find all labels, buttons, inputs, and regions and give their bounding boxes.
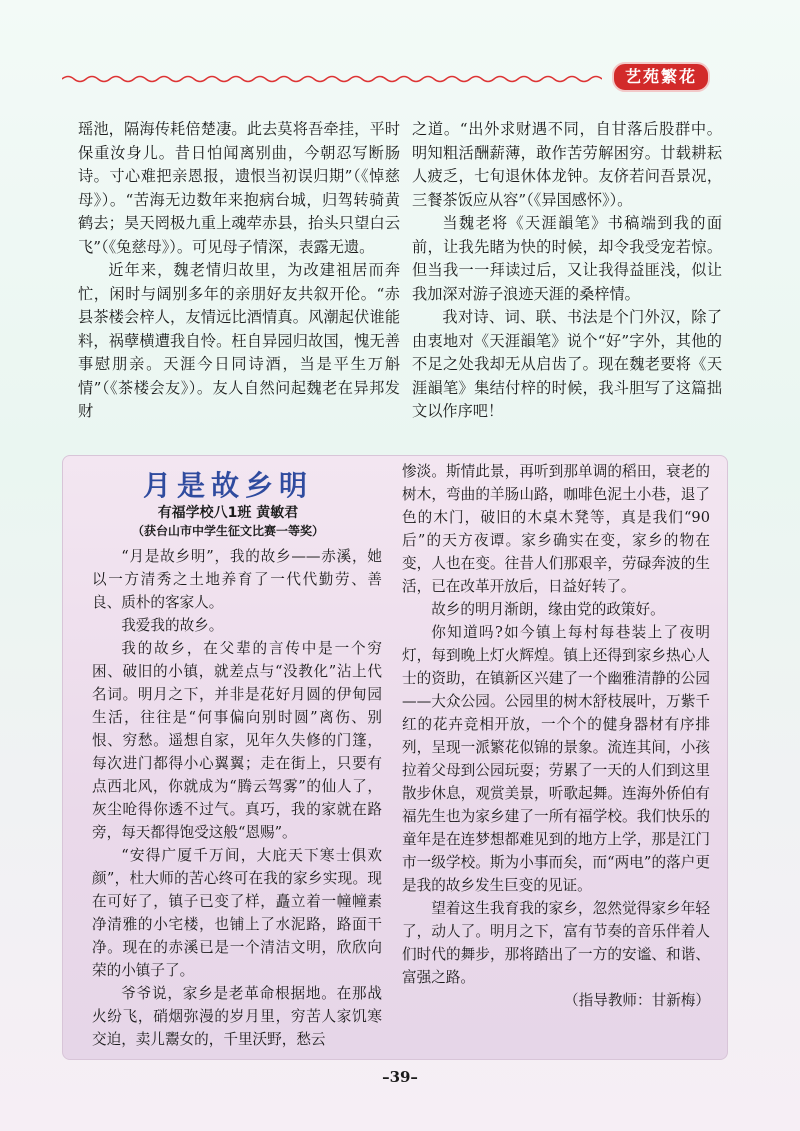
story-title: 月是故乡明 [142, 469, 313, 502]
story-author: 有福学校八1班 黄敏君 [157, 505, 299, 521]
top-article-right-column [412, 118, 722, 424]
paragraph: 我的故乡，在父辈的言传中是一个穷困、破旧的小镇，就差点与“没教化”沾上代名词。明月之下，并非是花好月圆的伊甸园生活，往往是“何事偏向别时圆”离伤、别恨、穷愁。遥想自家，见年久失修的门篷，每次进门都得小心翼翼；走在街上，只要有点西北风，你就成为“腾云驾雾”的仙人了，灰尘呛得你透不过气。真巧，我的家就在路旁，每天都得饱受这般“恩赐”。 [92, 640, 382, 841]
teacher-credit: （指导教师：甘新梅） [564, 992, 710, 1009]
story-left-column [92, 545, 382, 1051]
paragraph: 故乡的明月渐朗，缘由党的政策好。 [431, 601, 665, 618]
story-award: （获台山市中学生征文比赛一等奖） [131, 524, 324, 538]
paragraph: 我爱我的故乡。 [121, 617, 224, 634]
page-number: –39– [382, 1068, 418, 1086]
paragraph: 近年来，魏老情归故里，为改建祖居而奔忙，闲时与阔别多年的亲朋好友共叙开伦。“赤县茶楼会梓人，友情远比酒情真。风潮起伏谁能料，祸孽横遭我自怜。枉自异园归故国，愧无善事慰朋亲。天涯今日同诗酒，当是平生万斛情”（《茶楼会友》）。友人自然问起魏老在异邦发财 [78, 261, 400, 420]
story-right-column [402, 460, 710, 1012]
paragraph: 瑶池，隔海传耗倍楚凄。此去莫将吾牵挂，平时保重汝身儿。昔日怕闻离别曲，今朝忍写断肠诗。寸心难把亲恩报，遗恨当初误归期”（《悼慈母》）。“苦海无边数年来抱病台城，归驾转骑黄鹤去；昊天罔极九重上魂荦赤县，抬头只望白云飞”（《兔慈母》）。可见母子情深，表露无遗。 [78, 120, 400, 256]
paragraph: 之道。“出外求财遇不同，自甘落后股群中。明知粗活酬薪薄，敢作苦劳解困穷。廿载耕耘人疲乏，七旬退休体龙钟。友侪若问吾景况，三餐茶饭应从容”（《异国感怀》）。 [412, 120, 722, 209]
paragraph: “安得广厦千万间，大庇天下寒士俱欢颜”，杜大师的苦心终可在我的家乡实现。现在可好了，镇子已变了样，矗立着一幢幢素净清雅的小宅楼，也铺上了水泥路，路面干净。现在的赤溪已是一个清洁文明，欣欣向荣的小镇子了。 [92, 847, 382, 979]
header-wavy-rule [62, 74, 602, 84]
paragraph: 当魏老将《天涯韻笔》书稿端到我的面前，让我先睹为快的时候，却令我受宠若惊。但当我一一拜读过后，又让我得益匪浅，似让我加深对游子浪迹天涯的桑梓情。 [412, 214, 722, 303]
top-article-left-column [78, 118, 400, 424]
paragraph: 惨淡。斯情此景，再听到那单调的稻田，衰老的树木，弯曲的羊肠山路，咖啡色泥土小巷，退了色的木门，破旧的木桌木凳等，真是我们“90后”的天方夜谭。家乡确实在变，家乡的物在变，人也在变。往昔人们那艰辛，劳碌奔波的生活，已在改革开放后，日益好转了。 [402, 463, 710, 595]
section-tag: 艺苑繁花 [612, 62, 710, 92]
paragraph: 爷爷说，家乡是老革命根据地。在那战火纷飞，硝烟弥漫的岁月里，穷苦人家饥寒交迫，卖儿鬻女的，千里沃野，愁云 [92, 985, 382, 1048]
story-heading [72, 462, 384, 542]
paragraph: “月是故乡明”，我的故乡——赤溪，她以一方清秀之土地养育了一代代勤劳、善良、质朴的客家人。 [92, 548, 382, 611]
paragraph: 望着这生我育我的家乡，忽然觉得家乡年轻了，动人了。明月之下，富有节奏的音乐伴着人们时代的舞步，那将踏出了一方的安谧、和谐、富强之路。 [402, 900, 710, 986]
paragraph: 你知道吗?如今镇上每村每巷装上了夜明灯，每到晚上灯火辉煌。镇上还得到家乡热心人士的资助，在镇新区兴建了一个幽雅清静的公园——大众公园。公园里的树木舒枝展叶，万紫千红的花卉竞相开放，一个个的健身器材有序排列，呈现一派繁花似锦的景象。流连其间，小孩拉着父母到公园玩耍；劳累了一天的人们到这里散步休息，观赏美景，听歌起舞。连海外侨伯有福先生也为家乡建了一所有福学校。我们快乐的童年是在连梦想都难见到的地方上学，那是江门市一级学校。斯为小事而矣，而“两电”的落户更是我的故乡发生巨变的见证。 [402, 624, 710, 894]
paragraph: 我对诗、词、联、书法是个门外汉，除了由衷地对《天涯韻笔》说个“好”字外，其他的不足之处我却无从启齿了。现在魏老要将《天涯韻笔》集结付梓的时候，我斗胆写了这篇拙文以作序吧！ [412, 308, 722, 420]
